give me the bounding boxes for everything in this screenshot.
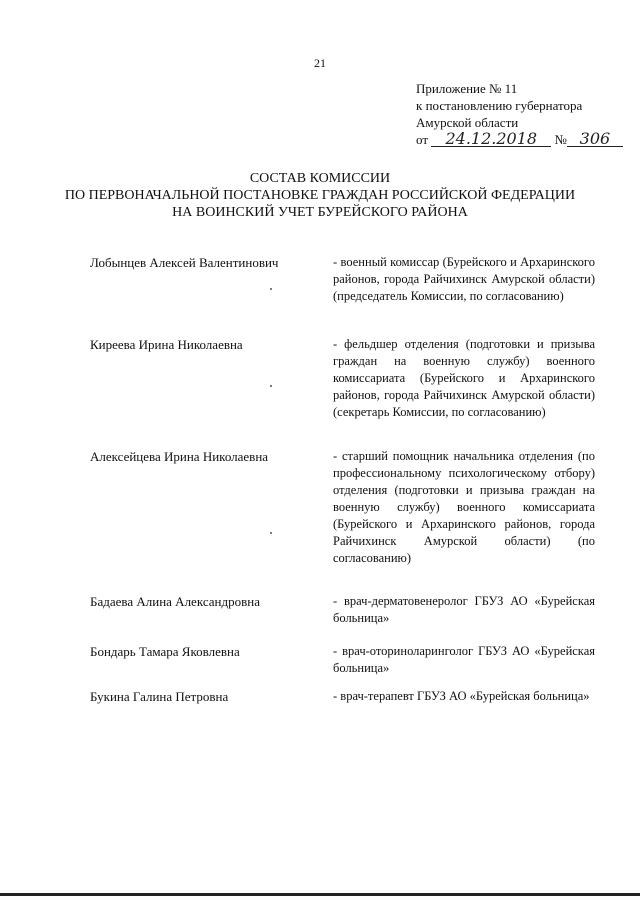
page-number: 21	[314, 56, 326, 70]
member-name: Киреева Ирина Николаевна	[90, 337, 243, 352]
number-prefix: №	[554, 132, 567, 147]
title-line-1: СОСТАВ КОМИССИИ	[249, 171, 391, 186]
member-name: Лобынцев Алексей Валентинович	[90, 255, 279, 270]
scan-speck	[270, 288, 272, 290]
member-role: - врач-дерматовенеролог ГБУЗ АО «Бурейская больница»	[333, 594, 595, 625]
member-role: - врач-оториноларинголог ГБУЗ АО «Бурейская больница»	[333, 644, 595, 675]
appendix-title: Приложение № 11	[416, 81, 518, 96]
appendix-region: Амурской области	[416, 115, 519, 130]
scan-speck	[270, 385, 272, 387]
member-name: Бадаева Алина Александровна	[90, 594, 260, 609]
title-line-3: НА ВОИНСКИЙ УЧЕТ БУРЕЙСКОГО РАЙОНА	[172, 205, 468, 220]
appendix-decree: к постановлению губернатора	[416, 98, 583, 113]
scan-speck	[270, 532, 272, 534]
appendix-block	[416, 80, 623, 148]
member-name: Букина Галина Петровна	[90, 689, 229, 704]
title-line-2: ПО ПЕРВОНАЧАЛЬНОЙ ПОСТАНОВКЕ ГРАЖДАН РОССИЙСКОЙ ФЕДЕРАЦИИ	[64, 188, 576, 203]
handwritten-number: 306	[567, 132, 623, 147]
member-name: Алексейцева Ирина Николаевна	[90, 449, 269, 464]
scan-edge-line	[0, 893, 640, 896]
member-role: - старший помощник начальника отделения (по профессиональному психологическому отбору) отделения (подготовки и призыва граждан на военную службу) военного комиссариата (Бурейского и Архаринского районов, города Райчихинск Амурской области) (по согласованию)	[333, 449, 595, 565]
member-role: - фельдшер отделения (подготовки и призыва граждан на военную службу) военного комиссариата (Бурейского и Архаринского районов, города Райчихинск Амурской области) (секретарь Комиссии, по согласованию)	[333, 337, 595, 419]
member-role: - врач-терапевт ГБУЗ АО «Бурейская больница»	[333, 689, 590, 703]
member-role: - военный комиссар (Бурейского и Архаринского районов, города Райчихинск Амурской области) (председатель Комиссии, по согласованию)	[333, 255, 595, 303]
document-title	[0, 170, 640, 221]
appendix-date-line	[416, 131, 623, 148]
member-name: Бондарь Тамара Яковлевна	[90, 644, 240, 659]
handwritten-date: 24.12.2018	[431, 132, 551, 147]
date-prefix: от	[416, 132, 429, 147]
